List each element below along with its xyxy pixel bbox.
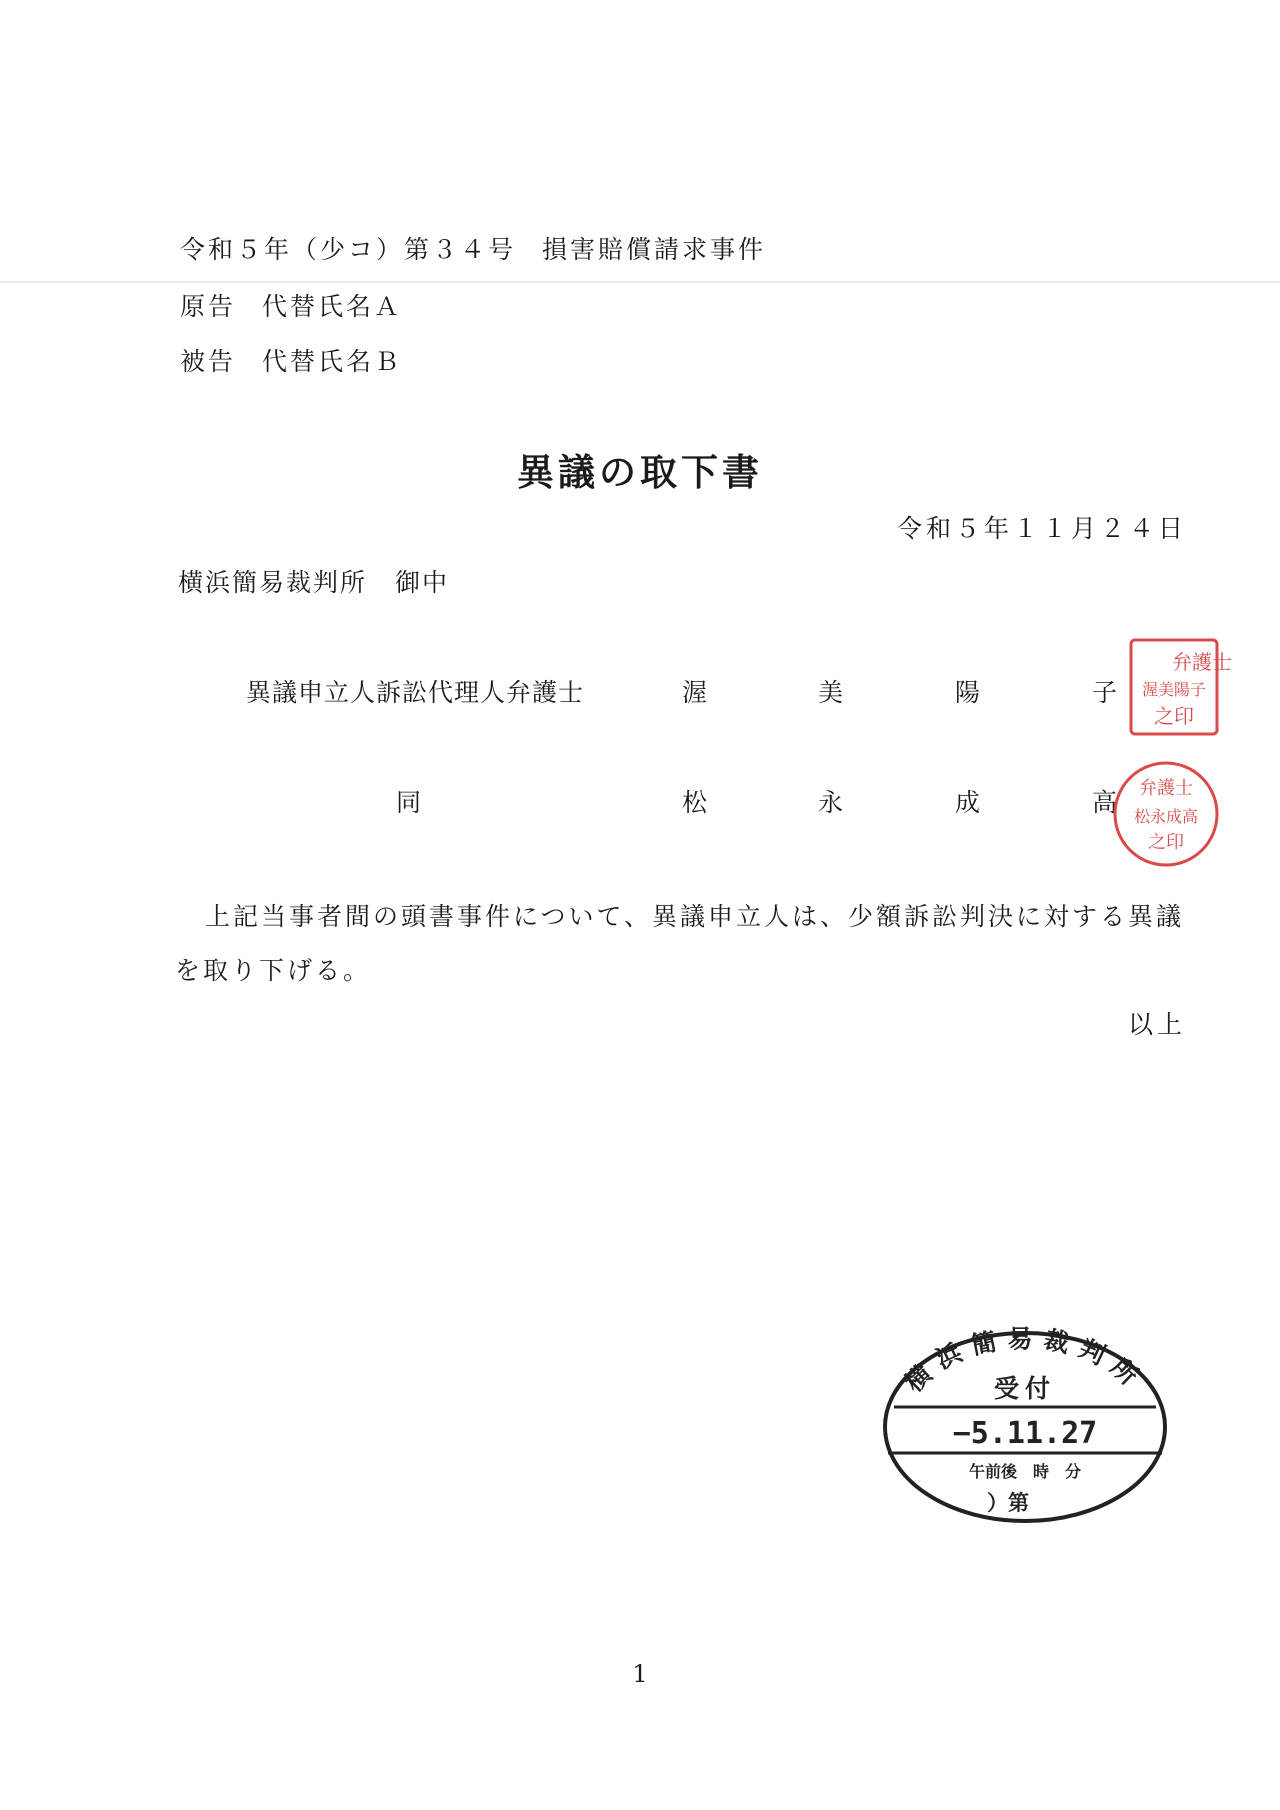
page-number: 1 xyxy=(632,1660,648,1688)
svg-text:松永成高: 松永成高 xyxy=(1133,807,1199,826)
court-name: 横浜簡易裁判所 xyxy=(178,568,368,597)
case-header xyxy=(180,230,766,266)
svg-text:渥美陽子: 渥美陽子 xyxy=(1141,680,1207,699)
defendant-line xyxy=(180,342,402,378)
agent-name-char: 成 xyxy=(955,788,981,817)
case-name: 損害賠償請求事件 xyxy=(542,235,767,264)
addressee xyxy=(178,563,449,599)
plaintiff-label: 原告 xyxy=(180,292,237,321)
document-date: 令和５年１１月２４日 xyxy=(896,514,1187,543)
lawyer-seal-square xyxy=(1128,637,1232,741)
plaintiff-line xyxy=(180,287,402,323)
stamp-court-name: 横浜簡易裁判所 xyxy=(899,1325,1151,1398)
agent-name-char: 高 xyxy=(1092,788,1118,817)
agent-role: 異議申立人訴訟代理人弁護士 xyxy=(246,678,585,707)
court-receipt-stamp xyxy=(880,1325,1170,1529)
case-number: 令和５年（少コ）第３４号 xyxy=(180,235,517,264)
closing-word: 以上 xyxy=(1127,1010,1186,1039)
svg-text:之印: 之印 xyxy=(1154,704,1194,728)
defendant-name: 代替氏名Ｂ xyxy=(262,347,403,376)
svg-text:弁護士: 弁護士 xyxy=(1139,778,1193,799)
svg-text:之印: 之印 xyxy=(1148,832,1184,853)
plaintiff-name: 代替氏名Ａ xyxy=(262,292,403,321)
agent-role-same: 同 xyxy=(396,788,422,817)
defendant-label: 被告 xyxy=(180,347,237,376)
svg-text:弁護士: 弁護士 xyxy=(1172,650,1232,674)
stamp-number-row: ）第 xyxy=(987,1490,1029,1515)
stamp-date: −5.11.27 xyxy=(952,1416,1098,1451)
scan-artifact-line xyxy=(0,281,1280,283)
agent-name-char: 美 xyxy=(818,678,844,707)
agent-name-char: 松 xyxy=(682,788,708,817)
agent-name-char: 子 xyxy=(1092,678,1118,707)
agent-name-char: 陽 xyxy=(955,678,981,707)
agent-name-char: 渥 xyxy=(682,678,708,707)
court-honorific: 御中 xyxy=(395,568,450,597)
lawyer-seal-round xyxy=(1110,758,1222,874)
stamp-received-label: 受付 xyxy=(993,1374,1057,1403)
agent-name-char: 永 xyxy=(818,788,844,817)
body-paragraph: 上記当事者間の頭書事件について、異議申立人は、少額訴訟判決に対する異議を取り下げる。 xyxy=(175,902,1185,985)
stamp-time-row: 午前後 時 分 xyxy=(968,1462,1082,1481)
document-title: 異議の取下書 xyxy=(517,450,763,494)
